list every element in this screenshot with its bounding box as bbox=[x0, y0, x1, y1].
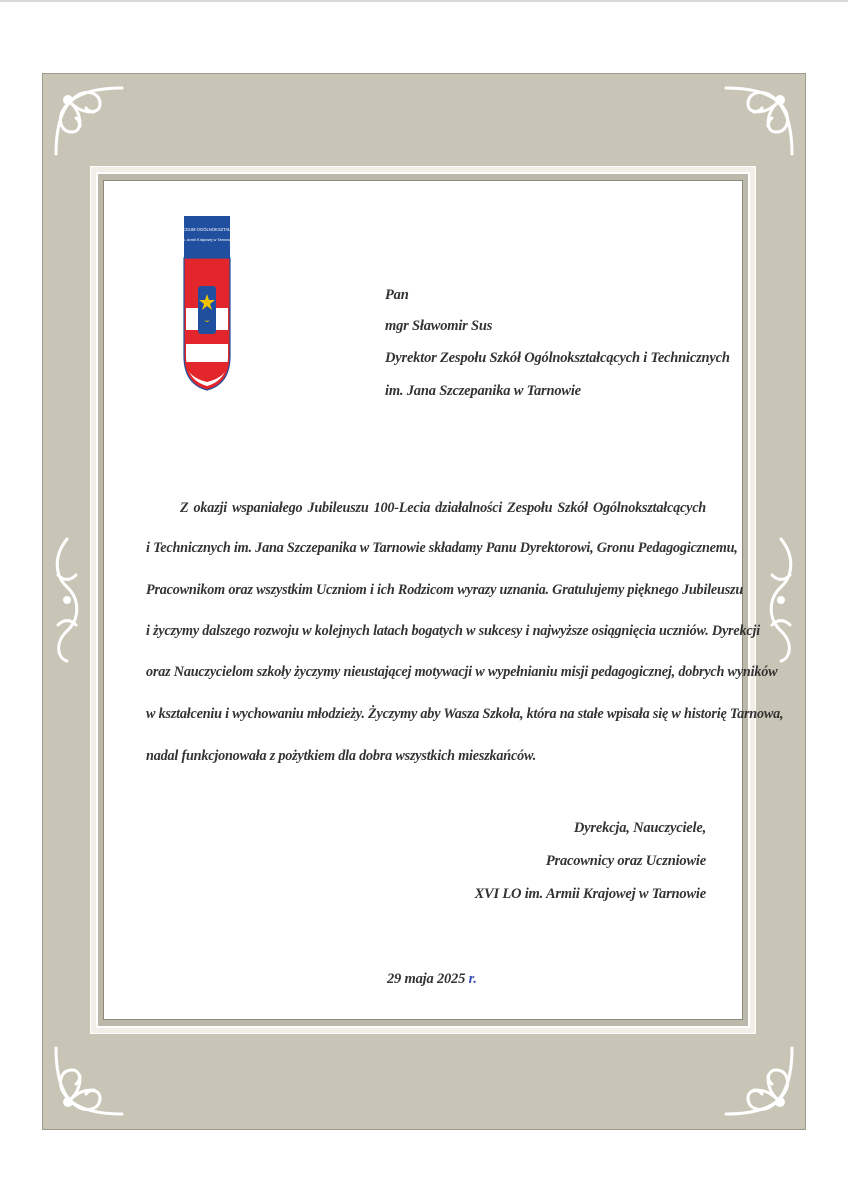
signature-line-1: Dyrekcja, Nauczyciele, bbox=[573, 820, 706, 836]
recipient-position: Dyrektor Zespołu Szkół Ogólnokształcących i Technicznych bbox=[385, 350, 730, 366]
recipient-name: mgr Sławomir Sus bbox=[385, 318, 493, 334]
crest-banner-line1: XVI LICEUM OGÓLNOKSZTAŁCĄCE bbox=[171, 227, 243, 232]
side-ornament-right-icon bbox=[764, 535, 798, 665]
crest-banner-line2: im. Armii Krajowej w Tarnowie bbox=[180, 237, 234, 242]
date-suffix: r. bbox=[468, 971, 477, 987]
body-line-1: Z okazji wspaniałego Jubileuszu 100-Lecia działalności Zespołu Szkół Ogólnokształcących bbox=[180, 500, 706, 516]
body-line-7: nadal funkcjonowała z pożytkiem dla dobra wszystkich mieszkańców. bbox=[146, 748, 537, 764]
signature-line-2: Pracownicy oraz Uczniowie bbox=[545, 853, 706, 869]
corner-ornament-bottom-left-icon bbox=[50, 1042, 128, 1120]
body-line-5: oraz Nauczycielom szkoły życzymy nieustającej motywacji w wypełnianiu misji pedagogicznej, dobrych wyników bbox=[146, 664, 778, 680]
body-line-3: Pracownikom oraz wszystkim Uczniom i ich Rodzicom wyrazy uznania. Gratulujemy pięknego Jubileuszu bbox=[146, 582, 744, 598]
corner-ornament-bottom-right-icon bbox=[720, 1042, 798, 1120]
corner-ornament-top-right-icon bbox=[720, 82, 798, 160]
body-line-4: i życzymy dalszego rozwoju w kolejnych latach bogatych w sukcesy i najwyższe osiągnięcia uczniów. Dyrekcji bbox=[146, 623, 760, 639]
signature-line-3: XVI LO im. Armii Krajowej w Tarnowie bbox=[474, 886, 706, 902]
recipient-institution: im. Jana Szczepanika w Tarnowie bbox=[385, 383, 581, 399]
body-line-6: w kształceniu i wychowaniu młodzieży. Życzymy aby Wasza Szkoła, która na stałe wpisała się w historię Tarnowa, bbox=[146, 706, 784, 722]
date-text: 29 maja 2025 bbox=[387, 971, 466, 987]
recipient-salutation: Pan bbox=[385, 287, 409, 303]
side-ornament-left-icon bbox=[50, 535, 84, 665]
school-crest-logo bbox=[171, 216, 243, 392]
corner-ornament-top-left-icon bbox=[50, 82, 128, 160]
top-scan-edge bbox=[0, 0, 848, 2]
body-line-2: i Technicznych im. Jana Szczepanika w Tarnowie składamy Panu Dyrektorowi, Gronu Pedagogicznemu, bbox=[146, 540, 738, 556]
letter-date bbox=[387, 971, 477, 988]
crest-emblem-letters: AK bbox=[206, 302, 208, 303]
